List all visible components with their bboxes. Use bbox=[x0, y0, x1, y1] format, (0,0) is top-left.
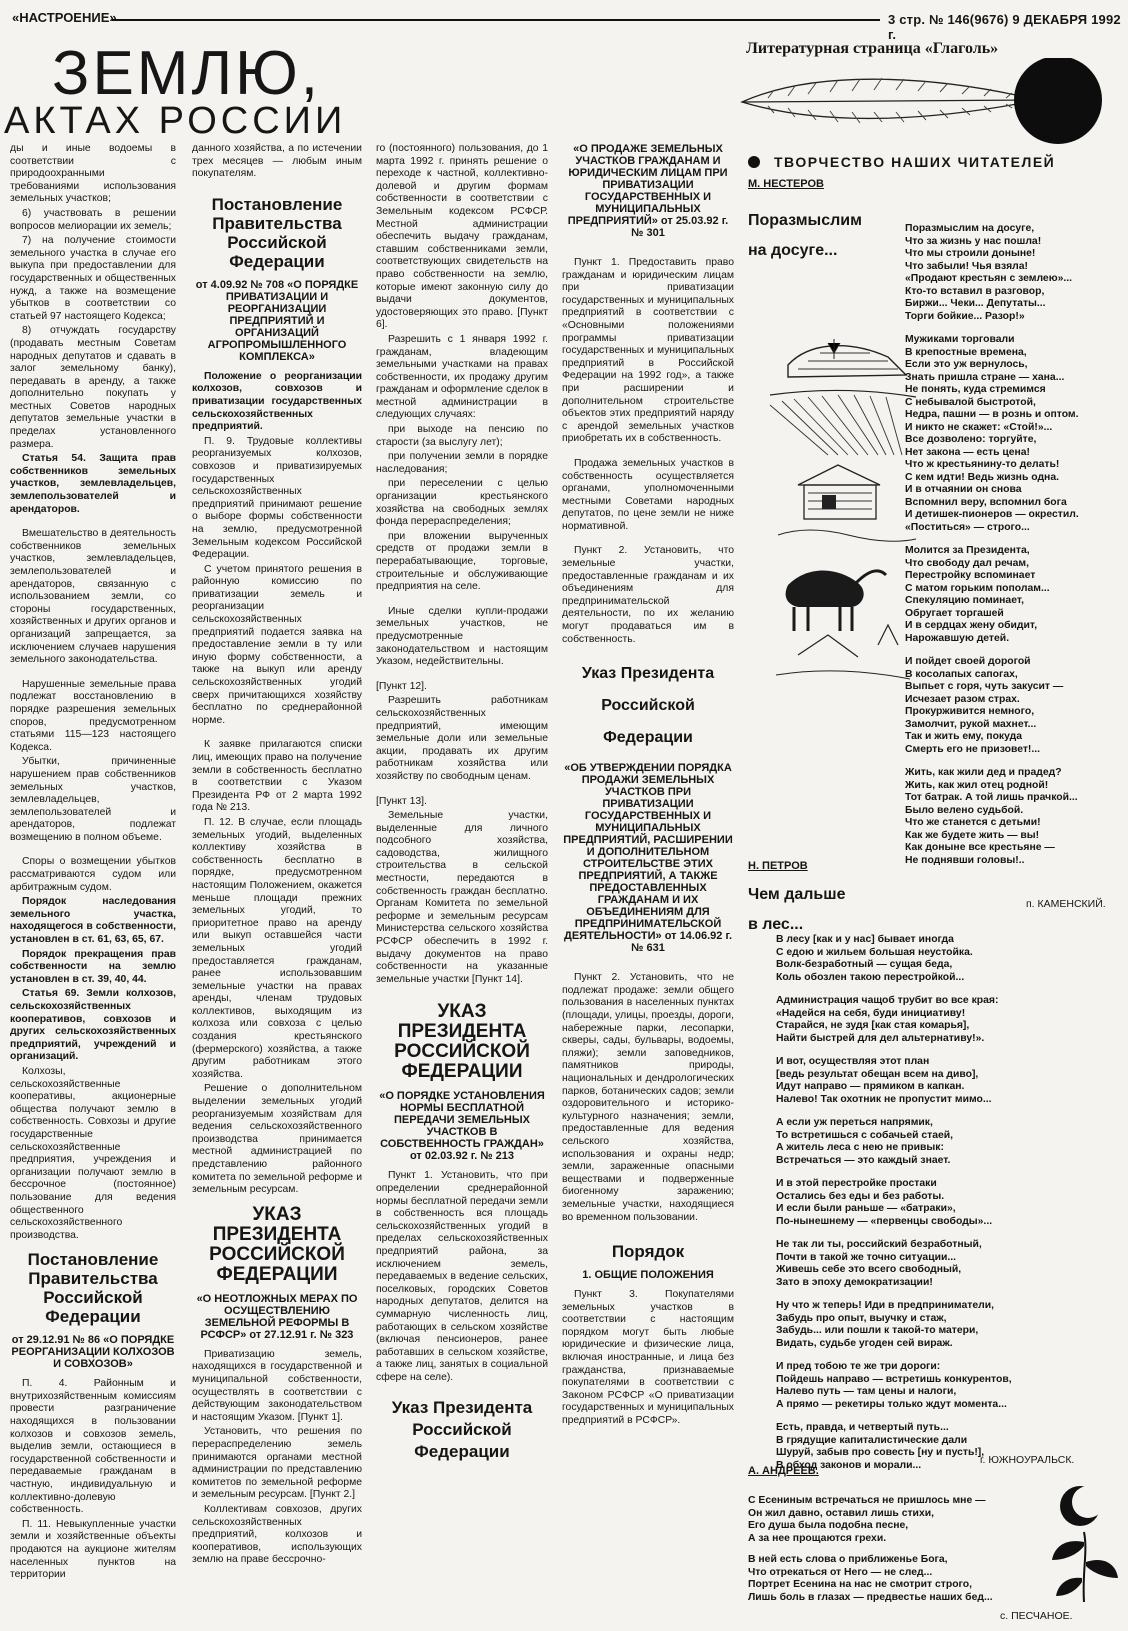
column-1 bbox=[10, 143, 176, 1584]
paragraph: 6) участвовать в решении вопросов мелиорации их земель; bbox=[10, 207, 176, 232]
poem-title: Поразмыслим на досуге... bbox=[748, 212, 862, 259]
paragraph: данного хозяйства, а по истечении трех месяцев — любым иным покупателям. bbox=[192, 143, 362, 180]
paragraph: го (постоянного) пользования, до 1 марта 1992 г. принять решение о переходе к частной, коллективно-долевой и другим формам собственности в соответствии с Земельным кодексом РСФСР. Местной администрации обеспечить выдачу гражданам, ставшим собственниками земли, соответствующих свидетельств на право собственности на землю, которые имеют законную силу до выдачи документов, удостоверяющих это право. [Пункт 6]. bbox=[376, 143, 548, 331]
section-subheading: от 4.09.92 № 708 «О ПОРЯДКЕ ПРИВАТИЗАЦИИ И РЕОРГАНИЗАЦИИ ПРЕДПРИЯТИЙ И ОРГАНИЗАЦИЙ АГРОПРОМЫШЛЕННОГО КОМПЛЕКСА» bbox=[195, 278, 359, 363]
column-4 bbox=[562, 143, 734, 1430]
section-heading: Порядок bbox=[611, 1242, 685, 1262]
paragraph: Вмешательство в деятельность собственников земельных участков, землевладельцев, землепользователей и арендаторов, связанную с использованием земли, со стороны государственных, хозяйственных и других органов и организаций запрещается, за исключением случаев нарушения земельного законодательства. bbox=[10, 528, 176, 666]
stanza: Не так ли ты, российский безработный, Почти в такой же точно ситуации... Живешь себе это всего свободный, Зато в эпоху демократизации! bbox=[776, 1239, 982, 1288]
poem-author: Н. ПЕТРОВ bbox=[748, 860, 808, 872]
masthead-section: «НАСТРОЕНИЕ» bbox=[12, 10, 117, 25]
headline-line2: АКТАХ РОССИИ bbox=[4, 100, 347, 142]
stanza: Поразмыслим на досуге, Что за жизнь у нас пошла! Что мы строили доныне! Что забыли! Чья взяла! «Продают крестьян с землею»... Кто-то вставил в разговор, Биржи... Чеки... Депутаты... Торги бойкие... Разор!» bbox=[905, 223, 1073, 322]
paragraph: при получении земли в порядке наследования; bbox=[376, 451, 548, 475]
section-heading: Постановление Правительства Российской Федерации bbox=[211, 194, 343, 271]
section-subheading: «О ПРОДАЖЕ ЗЕМЕЛЬНЫХ УЧАСТКОВ ГРАЖДАНАМ И ЮРИДИЧЕСКИМ ЛИЦАМ ПРИ ПРИВАТИЗАЦИИ ГОСУДАРСТВЕННЫХ И МУНИЦИПАЛЬНЫХ ПРЕДПРИЯТИЙ» от 25.03.92 г. № 301 bbox=[567, 143, 729, 239]
article-heading: Статья 54. Защита прав собственников земельных участков, землевладельцев, землепользователей и арендаторов. bbox=[10, 453, 176, 515]
paragraph: П. 9. Трудовые коллективы реорганизуемых колхозов, совхозов и приватизируемых государственных сельскохозяйственных предприятий принимают решение о выборе формы собственности на землю, предусмотренной Земельным кодексом Российской Федерации. bbox=[192, 435, 362, 561]
stanza: И пред тобою те же три дороги: Пойдешь направо — встретишь конкурентов, Налево путь — там цены и налоги, А прямо — рекетиры только ждут момента... bbox=[776, 1361, 1012, 1410]
masthead-issue: 3 стр. № 146(9676) 9 ДЕКАБРЯ 1992 г. bbox=[888, 12, 1121, 42]
paragraph: Положение о реорганизации колхозов, совхозов и приватизации государственных сельскохозяйственных предприятий. bbox=[192, 370, 362, 433]
village-illustration bbox=[768, 335, 918, 705]
paragraph: Пункт 2. Установить, что не подлежат продаже: земли общего пользования в населенных пунктах (площади, улицы, проезды, дороги, набережные парки, лесопарки, скверы, сады, бульвары, водоемы, пляжи); земли заповедников, памятников природы, национальных и дендрологических парков, ботанических садов; земли оздоровительного и историко-культурного назначения; земли, предоставленные для ведения сельского хозяйства, использования и охраны недр; земли, зараженные опасными веществами и подверженные биогенному заражению; земельные участки, находящиеся во временном пользовании. bbox=[562, 972, 734, 1223]
poem-author: А. АНДРЕЕВ. bbox=[748, 1465, 819, 1477]
section-subheading: «О НЕОТЛОЖНЫХ МЕРАХ ПО ОСУЩЕСТВЛЕНИЮ ЗЕМЕЛЬНОЙ РЕФОРМЫ В РСФСР» от 27.12.91 г. № 323 bbox=[196, 1292, 358, 1341]
paragraph: Порядок наследования земельного участка, находящегося в собственности, установлен в ст. 61, 63, 65, 67. bbox=[10, 896, 176, 946]
paragraph: П. 12. В случае, если площадь земельных угодий, выделенных коллективу хозяйства в собственность бесплатно в порядке, предусмотренном настоящим Положением, окажется меньше площади прежних земельных угодий, то приоритетное право на аренду или выкуп оставшейся части земельных угодий предоставляется гражданам, ранее использовавшим земельные участки на правах аренды, членам трудовых коллективов, выходящим из колхоза или совхоза с целью создания крестьянского (фермерского) хозяйства, а также другим работникам этого хозяйства. bbox=[192, 816, 362, 1080]
paragraph: П. 11. Невыкупленные участки земли и хозяйственные объекты продаются на аукционе жителям населенных пунктов на территории bbox=[10, 1518, 176, 1581]
paragraph: при выходе на пенсию по старости (за выслугу лет); bbox=[376, 424, 548, 448]
paragraph: 8) отчуждать государству (продавать местным Советам народных депутатов и сдавать в залог земельному банку), передавать в аренду, а также дополнительно покупать у местных Советов народных депутатов земельные участки в пределах установленного размера. bbox=[10, 325, 176, 450]
stanza: И вот, осуществляя этот план [ведь результат обещан всем на диво], Идут направо — прямиком в капкан. Налево! Так охотник не пропустит мимо... bbox=[776, 1056, 992, 1105]
article-heading: Статья 69. Земли колхозов, сельскохозяйственных кооперативов, совхозов и других сельскохозяйственных предприятий, учреждений и организаций. bbox=[10, 988, 176, 1063]
paragraph: Разрешить работникам сельскохозяйственных предприятий, имеющим земельные доли или земельные акции, продавать их другим работникам хозяйства или хозяйству по свободным ценам. bbox=[376, 695, 548, 782]
stanza: Молится за Президента, Что свободу дал речам, Перестройку вспоминает С матом горьким пополам... Спекуляцию поминает, Обругает торгашей И в сердцах жену обидит, Нарожавшую детей. bbox=[905, 545, 1050, 644]
stanza: Мужиками торговали В крепостные времена, Если это уж вернулось, Знать пришла стране — хана... Не понять, куда стремимся С небывалой быстротой, Недра, пашни — в рознь и оптом. И никто не скажет: «Стой!»... Все дозволено: торгуйте, Нет закона — есть цена! Что ж крестьянину-то делать! С кем идти! Ведь жизнь одна. И в отчаянии он снова Вспомнил веру, вспомнил бога И детишек-пионеров — окрестил. «Поститься» — строго... bbox=[905, 334, 1079, 533]
paragraph: Споры о возмещении убытков рассматриваются судом или арбитражным судом. bbox=[10, 856, 176, 893]
paragraph: Коллективам совхозов, других сельскохозяйственных предприятий, колхозов и кооперативов, использующих землю на праве бессрочно- bbox=[192, 1503, 362, 1566]
stanza: А если уж переться напрямик, То встретишься с собачьей стаей, А житель леса с нею не привык: Встречаться — это каждый знает. bbox=[776, 1117, 954, 1166]
paragraph: Пункт 1. Установить, что при определении среднерайонной нормы бесплатной передачи земли в собственность вся площадь сельскохозяйственных угодий в пределах сельскохозяйственных предприятий района, за исключением земель, передаваемых в ведение сельских, поселковых, городских Советов народных депутатов, делится на суммарную численность лиц, работающих в сельском хозяйстве (включая пенсионеров, ранее работавших в сельском хозяйстве, а также лиц, занятых в социальной сфере на селе). bbox=[376, 1170, 548, 1383]
poem-title: Чем дальше в лес... bbox=[748, 886, 846, 933]
poem-text bbox=[748, 1495, 1068, 1615]
section-subheading: от 29.12.91 № 86 «О ПОРЯДКЕ РЕОРГАНИЗАЦИИ КОЛХОЗОВ И СОВХОЗОВ» bbox=[11, 1334, 175, 1371]
stanza: Администрация чащоб трубит во все края: «Надейся на себя, буди инициативу! Старайся, не зудя [как стая комарья], Найти быстрей для дел альтернативу!». bbox=[776, 995, 999, 1044]
stanza: Есть, правда, и четвертый путь... В грядущие капиталистические дали Шуруй, забыв про совесть [ну и пусть!], В обход законов и морали... bbox=[776, 1422, 985, 1471]
paragraph: Продажа земельных участков в собственность осуществляется органами, уполномоченными местными Советами народных депутатов, по цене земли не ниже нормативной. bbox=[562, 457, 734, 532]
column-2 bbox=[192, 143, 362, 1569]
stanza: Ну что ж теперь! Иди в предприниматели, Забудь про опыт, выучку и стаж, Забудь... или пошли к такой-то матери, Видать, судьбе угоден сей вираж. bbox=[776, 1300, 995, 1349]
paragraph: Пункт 3. Покупателями земельных участков в соответствии с настоящим порядком могут быть любые юридические и физические лица, включая иностранные, и лица без гражданства, признаваемые покупателями в соответствии с Законом РСФСР «О приватизации государственных и муниципальных предприятий в РСФСР». bbox=[562, 1289, 734, 1427]
paragraph: при переселении с целью организации крестьянского хозяйства на свободных землях фонда перераспределения; bbox=[376, 478, 548, 528]
poem-place: п. КАМЕНСКИЙ. bbox=[1026, 898, 1106, 910]
section-heading: Постановление Правительства Российской Федерации bbox=[27, 1250, 159, 1327]
moon-flower-illustration bbox=[1044, 1482, 1124, 1602]
stanza: С Есениным встречаться не пришлось мне — Он жил давно, оставил лишь стихи, Его душа была подобна песне, А за нее прощаются грехи. bbox=[748, 1495, 986, 1544]
paragraph: С учетом принятого решения в районную комиссию по приватизации земель и реорганизации сельскохозяйственных предприятий подается заявка на предоставление земли в ту или иную форму собственности, а также на выкуп или аренду сельскохозяйственных угодий сверх причитающихся хозяйству бесплатно по среднерайонной норме. bbox=[192, 563, 362, 726]
poem-author: М. НЕСТЕРОВ bbox=[748, 178, 824, 190]
section-heading: УКАЗ ПРЕЗИДЕНТА РОССИЙСКОЙ ФЕДЕРАЦИИ bbox=[394, 1001, 530, 1083]
feather-moon-icon bbox=[738, 58, 1128, 158]
paragraph: Решение о дополнительном выделении земельных угодий реорганизуемым хозяйствам для ведения сельскохозяйственного производства принимается местной администрацией по представлению районного комитета по земельной реформе и земельным ресурсам. bbox=[192, 1083, 362, 1196]
paragraph: ды и иные водоемы в соответствии с природоохранными требованиями использования земельных участков; bbox=[10, 143, 176, 205]
section-subheading: «О ПОРЯДКЕ УСТАНОВЛЕНИЯ НОРМЫ БЕСПЛАТНОЙ ПЕРЕДАЧИ ЗЕМЕЛЬНЫХ УЧАСТКОВ В СОБСТВЕННОСТЬ ГРАЖДАН» от 02.03.92 г. № 213 bbox=[379, 1090, 545, 1163]
paragraph: Разрешить с 1 января 1992 г. гражданам, владеющим земельными участками на правах собственности, их продажу другим гражданам и оформление сделок в местной администрации в следующих случаях: bbox=[376, 333, 548, 421]
paragraph: Пункт 2. Установить, что земельные участки, предоставленные гражданам и их объединениям для предпринимательской деятельности, по их желанию могут продаваться им в собственность. bbox=[562, 545, 734, 645]
paragraph: Земельные участки, выделенные для личного подсобного хозяйства, садоводства, жилищного строительства в сельской местности, передаются в собственность граждан бесплатно. Органам Комитета по земельной реформе и земельным ресурсам Министерства сельского хозяйства РСФСР обеспечить в 1992 г. выдачу документов на право собственности на указанные земельные участки [Пункт 14]. bbox=[376, 810, 548, 985]
paragraph: Иные сделки купли-продажи земельных участков, не предусмотренные законодательством и настоящим Указом, недействительны. bbox=[376, 605, 548, 668]
stanza: И пойдет своей дорогой В косолапых сапогах, Выпьет с горя, чуть закусит — Исчезает разом страх. Прокурживится немного, Замолчит, рукой махнет... Так и жить ему, покуда Смерть его не призовет!... bbox=[905, 656, 1064, 755]
literary-title: Литературная страница «Глаголь» bbox=[746, 40, 999, 57]
paragraph: при вложении вырученных средств от продажи земли в перерабатывающие, торговые, строительные и обслуживающие предприятия на селе. bbox=[376, 530, 548, 593]
paragraph: Порядок прекращения прав собственности на землю установлен в ст. 39, 40, 44. bbox=[10, 948, 176, 985]
bullet-icon bbox=[748, 156, 760, 168]
paragraph: Установить, что решения по перераспределению земель принимаются органами местной администрации по представлению комитетов по земельной реформе и земельным ресурсам. [Пункт 2.] bbox=[192, 1426, 362, 1501]
section-subheading: 1. ОБЩИЕ ПОЛОЖЕНИЯ bbox=[582, 1269, 714, 1282]
paragraph: Колхозы, сельскохозяйственные кооперативы, акционерные общества получают землю в собственность. Совхозы и другие государственные сельскохозяйственные предприятия, учреждения и организации получают землю в бессрочное (постоянное) пользование для ведения общественного сельскохозяйственного производства. bbox=[10, 1065, 176, 1241]
section-heading: Указ Президента Российской Федерации bbox=[391, 1397, 533, 1461]
poem-text bbox=[776, 934, 1096, 1483]
stanza: В ней есть слова о приближенье Бога, Что отрекаться от Него — не след... Портрет Есенина на нас не смотрит строго, Лишь боль в глазах — предвестье наших бед... bbox=[748, 1554, 993, 1603]
paragraph: 7) на получение стоимости земельного участка в случае его выкупа при предоставлении для государственных и общественных нужд, а также на возмещение убытков в соответствии со статьей 97 настоящего Кодекса; bbox=[10, 235, 176, 322]
paragraph: Убытки, причиненные нарушением прав собственников земельных участков, землевладельцев, землепользователей и арендаторов, подлежат возмещению в полном объеме. bbox=[10, 756, 176, 843]
masthead-rule bbox=[112, 19, 880, 21]
paragraph: Пункт 1. Предоставить право гражданам и юридическим лицам при приватизации государственных и муниципальных предприятий в соответствии с «Основными положениями программы приватизации государственных и муниципальных предприятий в Российской Федерации на 1992 год», а также при расширении и дополнительном строительстве объектов этих предприятий наряду с арендой земельных участков приобретать их в собственность. bbox=[562, 257, 734, 445]
paragraph: [Пункт 13]. bbox=[376, 795, 427, 807]
stanza: И в этой перестройке простаки Остались без еды и без работы. И если были раньше — «батраки», По-нынешнему — «первенцы свободы»... bbox=[776, 1178, 993, 1227]
headline-line1: ЗЕМЛЮ, bbox=[52, 39, 321, 108]
rubric-heading: ТВОРЧЕСТВО НАШИХ ЧИТАТЕЛЕЙ bbox=[748, 154, 1055, 170]
paragraph: Нарушенные земельные права подлежат восстановлению в порядке разрешения земельных споров, предусмотренном статьями 115—123 настоящего Кодекса. bbox=[10, 678, 176, 753]
paragraph: Приватизацию земель, находящихся в государственной и муниципальной собственности, осуществлять в соответствии с действующим законодательством и настоящим Указом. [Пункт 1]. bbox=[192, 1348, 362, 1423]
paragraph: [Пункт 12]. bbox=[376, 680, 427, 692]
section-heading: УКАЗ ПРЕЗИДЕНТА РОССИЙСКОЙ ФЕДЕРАЦИИ bbox=[209, 1203, 345, 1285]
column-3 bbox=[376, 143, 548, 1471]
poem-place: с. ПЕСЧАНОЕ. bbox=[1000, 1610, 1073, 1622]
poem-text bbox=[905, 223, 1115, 878]
stanza: В лесу [как и у нас] бывает иногда С едою и жильем большая неустойка. Волк-безработный — сущая беда, Коль обозлен такою перестройкой... bbox=[776, 934, 973, 983]
stanza: Жить, как жили дед и прадед? Жить, как жил отец родной! Тот батрак. А той лишь прачкой... Было велено судьбой. Что же станется с детьми! Как же будете жить — вы! Как доныне все крестьяне — Не поднявши головы!.. bbox=[905, 767, 1078, 866]
section-subheading: «ОБ УТВЕРЖДЕНИИ ПОРЯДКА ПРОДАЖИ ЗЕМЕЛЬНЫХ УЧАСТКОВ ПРИ ПРИВАТИЗАЦИИ ГОСУДАРСТВЕННЫХ И МУНИЦИПАЛЬНЫХ ПРЕДПРИЯТИЙ, РАСШИРЕНИИ И ДОПОЛНИТЕЛЬНОМ СТРОИТЕЛЬСТВЕ ЭТИХ ПРЕДПРИЯТИЙ, А ТАКЖЕ ПРЕДОСТАВЛЕННЫХ ГРАЖДАНАМ И ИХ ОБЪЕДИНЕНИЯМ ДЛЯ ПРЕДПРИНИМАТЕЛЬСКОЙ ДЕЯТЕЛЬНОСТИ» от 14.06.92 г. № 631 bbox=[563, 762, 733, 955]
section-heading: Указ Президента Российской Федерации bbox=[581, 665, 715, 747]
paragraph: П. 4. Районным и внутрихозяйственным комиссиям провести разграничение находящихся в пользовании колхозов и совхозов земель, выделив земли, остающиеся в государственной собственности и передаваемые гражданам в частную, индивидуальную и коллективно-долевую собственность. bbox=[10, 1378, 176, 1516]
poem-place: г. ЮЖНОУРАЛЬСК. bbox=[980, 1454, 1075, 1466]
paragraph: К заявке прилагаются списки лиц, имеющих право на получение земли в собственность бесплатно в соответствии с Указом Президента РФ от 2 марта 1992 года № 213. bbox=[192, 739, 362, 814]
